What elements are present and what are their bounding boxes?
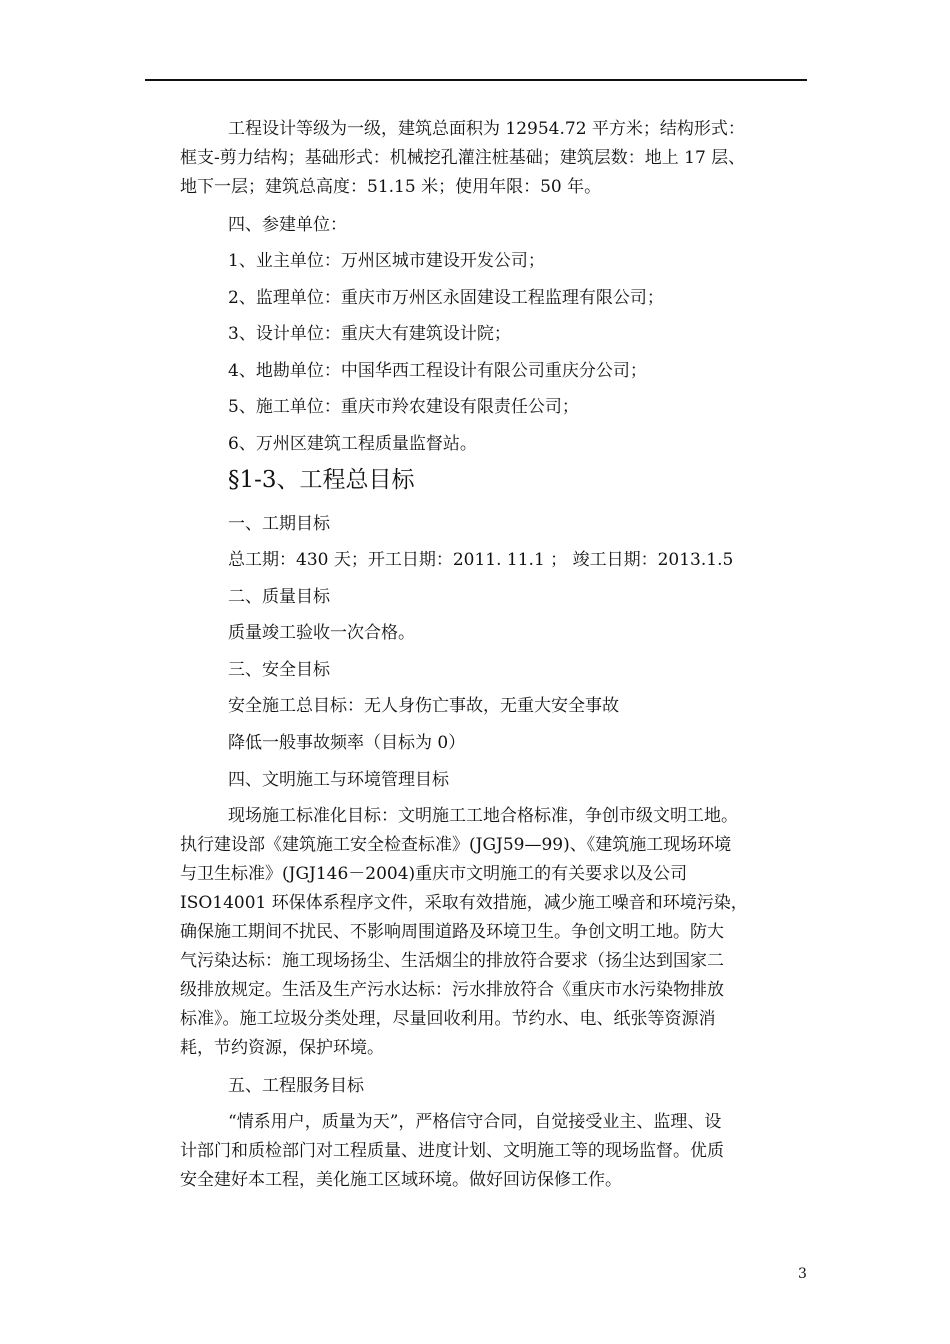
service-line: “情系用户，质量为天”，严格信守合同，自觉接受业主、监理、设 [228,1112,722,1132]
goal-quality-title: 二、质量目标 [228,587,330,607]
section-title: §1-3、工程总目标 [228,467,415,493]
unit-item: 1、业主单位：万州区城市建设开发公司； [228,251,545,271]
civilized-line: 级排放规定。生活及生产污水达标：污水排放符合《重庆市水污染物排放 [180,980,724,1000]
service-line: 计部门和质检部门对工程质量、进度计划、文明施工等的现场监督。优质 [180,1141,724,1161]
goal-service-title: 五、工程服务目标 [228,1076,364,1096]
civilized-line: 现场施工标准化目标：文明施工工地合格标准，争创市级文明工地。 [228,806,738,826]
civilized-line: 与卫生标准》(JGJ146－2004)重庆市文明施工的有关要求以及公司 [180,864,688,884]
units-heading: 四、参建单位： [228,215,347,235]
unit-item: 4、地勘单位：中国华西工程设计有限公司重庆分公司； [228,361,647,381]
unit-item: 5、施工单位：重庆市羚农建设有限责任公司； [228,397,579,417]
header-rule [145,79,807,81]
goal-civilized-title: 四、文明施工与环境管理目标 [228,770,449,790]
goal-safety-text-2: 降低一般事故频率（目标为 0） [228,733,466,753]
civilized-line: 标准》。施工垃圾分类处理，尽量回收利用。节约水、电、纸张等资源消 [180,1009,716,1029]
goal-quality-text: 质量竣工验收一次合格。 [228,623,415,643]
design-line-1: 工程设计等级为一级，建筑总面积为 12954.72 平方米；结构形式： [228,119,745,139]
design-line-2: 框支-剪力结构；基础形式：机械挖孔灌注桩基础；建筑层数：地上 17 层、 [180,148,746,168]
civilized-line: 耗，节约资源，保护环境。 [180,1038,384,1058]
goal-safety-text-1: 安全施工总目标：无人身伤亡事故，无重大安全事故 [228,696,619,716]
unit-item: 6、万州区建筑工程质量监督站。 [228,434,477,454]
design-line-3: 地下一层；建筑总高度：51.15 米；使用年限：50 年。 [180,177,602,197]
civilized-line: 执行建设部《建筑施工安全检查标准》(JGJ59—99)、《建筑施工现场环境 [180,835,732,855]
goal-schedule-text: 总工期：430 天；开工日期：2011. 11.1 ； 竣工日期：2013.1.5 [228,550,734,570]
civilized-line: 确保施工期间不扰民、不影响周围道路及环境卫生。争创文明工地。防大 [180,922,724,942]
civilized-line: 气污染达标：施工现场扬尘、生活烟尘的排放符合要求（扬尘达到国家二 [180,951,724,971]
civilized-line: ISO14001 环保体系程序文件，采取有效措施，减少施工噪音和环境污染， [180,893,748,913]
goal-schedule-title: 一、工期目标 [228,514,330,534]
service-line: 安全建好本工程，美化施工区域环境。做好回访保修工作。 [180,1170,622,1190]
goal-safety-title: 三、安全目标 [228,660,330,680]
unit-item: 2、监理单位：重庆市万州区永固建设工程监理有限公司； [228,288,664,308]
page-number: 3 [798,1266,807,1282]
unit-item: 3、设计单位：重庆大有建筑设计院； [228,324,511,344]
